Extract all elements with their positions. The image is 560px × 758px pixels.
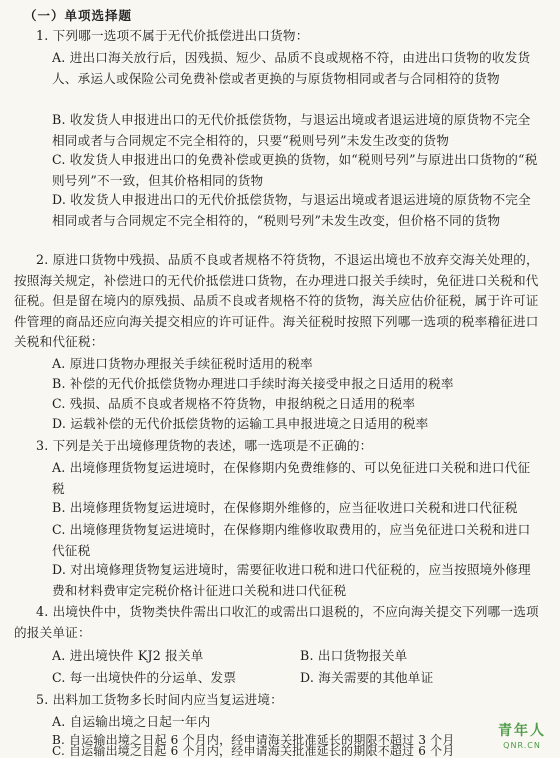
question-2-option-b — [52, 374, 542, 395]
option-text: D. 收发货人申报进出口的无代价抵偿货物，与退运出境或者退运进境的原货物不完全相同或者与合同规定不完全相符的，“税则号列”未发生改变，但价格不同的货物 — [52, 192, 531, 228]
option-text: A. 进出口海关放行后，因残损、短少、品质不良或规格不符，由进出口货物的收发货人、承运人或保险公司免费补偿或者更换的与原货物相同或者与合同相符的货物 — [52, 50, 531, 86]
option-text: A. 进出境快件 KJ2 报关单 — [52, 648, 204, 663]
question-3-option-c — [52, 520, 542, 561]
question-3-option-d — [52, 560, 542, 601]
option-text: A. 原进口货物办理报关手续征税时适用的税率 — [52, 356, 313, 371]
question-text: 1. 下列哪一选项不属于无代价抵偿进出口货物： — [36, 28, 309, 43]
question-1-option-d — [52, 190, 542, 231]
question-2-option-c — [52, 394, 542, 415]
question-text: 3. 下列是关于出境修理货物的表述，哪一选项是不正确的： — [36, 438, 373, 453]
question-3-option-b — [52, 498, 542, 519]
watermark-sub-text: QNR.CN — [503, 741, 541, 750]
option-text: D. 对出境修理货物复运进境时，需要征收进口税和进口代征税的，应当按照境外修理费和材料费审定完税价格计征进口关税和进口代征税 — [52, 562, 531, 598]
section-title: （一）单项选择题 — [24, 8, 133, 23]
option-text: C. 自运输出境之日起 6 个月内，经申请海关批准延长的期限不超过 6 个月 — [52, 744, 455, 758]
option-text: B. 出境修理货物复运进境时，在保修期外维修的，应当征收进口关税和进口代征税 — [52, 500, 518, 515]
option-text: A. 自运输出境之日起一年内 — [52, 714, 211, 729]
question-4-option-b — [300, 646, 540, 667]
question-1-option-b — [52, 110, 542, 151]
option-text: D. 海关需要的其他单证 — [300, 670, 434, 685]
question-2-option-d — [52, 414, 542, 435]
option-text: C. 每一出境快件的分运单、发票 — [52, 670, 237, 685]
question-3-stem — [36, 436, 541, 457]
question-1-stem — [36, 26, 541, 47]
question-4-stem — [14, 602, 544, 643]
question-4-option-c — [52, 668, 292, 689]
option-text: D. 运载补偿的无代价抵偿货物的运输工具申报进境之日适用的税率 — [52, 416, 429, 431]
option-text: A. 出境修理货物复运进境时，在保修期内免费维修的、可以免征进口关税和进口代征税 — [52, 460, 531, 496]
watermark-main-text: 青年人 — [498, 723, 546, 739]
question-2-option-a — [52, 354, 542, 375]
option-text: B. 自运输出境之日起 6 个月内，经申请海关批准延长的期限不超过 3 个月 — [52, 733, 455, 747]
question-5-option-c — [52, 745, 522, 758]
option-text: B. 收发货人申报进出口的无代价抵偿货物，与退运出境或者退运进境的原货物不完全相同或者与合同规定不完全相符的，只要“税则号列”未发生改变的货物 — [52, 112, 531, 148]
option-text: B. 出口货物报关单 — [300, 648, 408, 663]
option-text: B. 补偿的无代价抵偿货物办理进口手续时海关接受申报之日适用的税率 — [52, 376, 454, 391]
option-text: C. 收发货人申报进出口的免费补偿或更换的货物，如“税则号列”与原进出口货物的“税则号列”不一致，但其价格相同的货物 — [52, 152, 538, 188]
question-1-option-a — [52, 48, 542, 89]
question-4-option-d — [300, 668, 540, 689]
question-2-stem — [14, 250, 544, 353]
option-text: C. 出境修理货物复运进境时，在保修期内维修收取费用的，应当免征进口关税和进口代征税 — [52, 522, 531, 558]
question-text: 4. 出境快件中，货物类快件需出口收汇的或需出口退税的，不应向海关提交下列哪一选项的报关单证： — [14, 604, 539, 640]
option-text: C. 残损、品质不良或者规格不符货物，申报纳税之日适用的税率 — [52, 396, 416, 411]
question-text: 5. 出料加工货物多长时间内应当复运进境： — [36, 692, 283, 707]
question-text: 2. 原进口货物中残损、品质不良或者规格不符货物，不退运出境也不放弃交海关处理的，按照海关规定，补偿进口的无代价抵偿进口货物，在办理进口报关手续时，免征进口关税和代征税。但是留在境内的原残损、品质不良或者规格不符的货物，海关应估价征税，属于许可证件管理的商品还应向海关提交相应的许可证件。海关征税时按照下列哪一选项的税率稽征进口关税和代征税： — [14, 252, 539, 349]
question-1-option-c — [52, 150, 542, 191]
question-3-option-a — [52, 458, 542, 499]
question-4-option-a — [52, 646, 292, 667]
site-watermark-logo — [498, 720, 546, 750]
question-5-stem — [36, 690, 541, 711]
